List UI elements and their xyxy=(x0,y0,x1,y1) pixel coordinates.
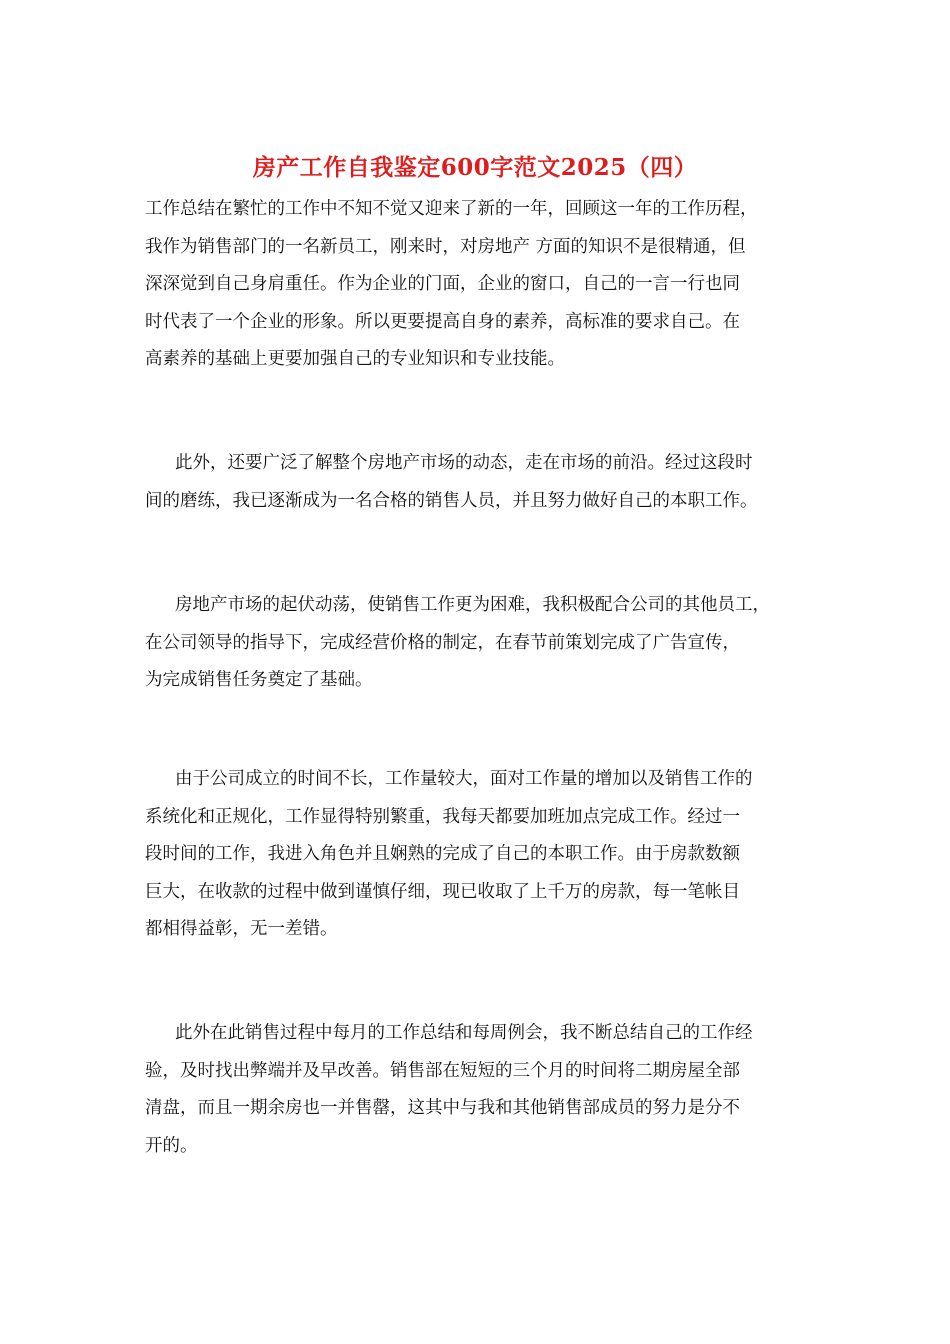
paragraph-line: 时代表了一个企业的形象。所以更要提高自身的素养，高标准的要求自己。在 xyxy=(145,311,740,332)
document-title: 房产工作自我鉴定600字范文2025（四） xyxy=(252,154,698,181)
paragraph-line: 巨大，在收款的过程中做到谨慎仔细，现已收取了上千万的房款，每一笔帐目 xyxy=(145,881,740,902)
paragraph-line: 此外，还要广泛了解整个房地产市场的动态，走在市场的前沿。经过这段时 xyxy=(175,453,753,473)
paragraph-line: 验，及时找出弊端并及早改善。销售部在短短的三个月的时间将二期房屋全部 xyxy=(145,1060,740,1081)
paragraph-line: 清盘，而且一期余房也一并售罄，这其中与我和其他销售部成员的努力是分不 xyxy=(145,1098,740,1118)
paragraph-line: 间的磨练，我已逐渐成为一名合格的销售人员，并且努力做好自己的本职工作。 xyxy=(145,490,758,511)
paragraph-line: 深深觉到自己身肩重任。作为企业的门面，企业的窗口，自己的一言一行也同 xyxy=(145,274,740,294)
paragraph-2 xyxy=(145,445,815,520)
paragraph-line: 系统化和正规化，工作显得特别繁重，我每天都要加班加点完成工作。经过一 xyxy=(145,806,740,827)
paragraph-line: 由于公司成立的时间不长，工作量较大，面对工作量的增加以及销售工作的 xyxy=(175,769,753,789)
paragraph-line: 工作总结在繁忙的工作中不知不觉又迎来了新的一年，回顾这一年的工作历程， xyxy=(145,199,758,219)
paragraph-5 xyxy=(145,1015,815,1165)
paragraph-line: 在公司领导的指导下，完成经营价格的制定，在春节前策划完成了广告宣传， xyxy=(145,632,740,653)
paragraph-line: 开的。 xyxy=(145,1135,198,1156)
paragraph-line: 段时间的工作，我进入角色并且娴熟的完成了自己的本职工作。由于房款数额 xyxy=(145,844,740,864)
paragraph-1 xyxy=(145,191,815,379)
paragraph-line: 房地产市场的起伏动荡，使销售工作更为困难，我积极配合公司的其他员工， xyxy=(175,595,770,615)
paragraph-line: 我作为销售部门的一名新员工，刚来时，对房地产 方面的知识不是很精通，但 xyxy=(145,236,746,257)
paragraph-3 xyxy=(145,587,815,700)
paragraph-line: 为完成销售任务奠定了基础。 xyxy=(145,670,373,690)
paragraph-line: 此外在此销售过程中每月的工作总结和每周例会，我不断总结自己的工作经 xyxy=(175,1023,753,1043)
paragraph-line: 都相得益彰，无一差错。 xyxy=(145,919,338,939)
paragraph-line: 高素养的基础上更要加强自己的专业知识和专业技能。 xyxy=(145,349,565,369)
paragraph-4 xyxy=(145,761,815,949)
